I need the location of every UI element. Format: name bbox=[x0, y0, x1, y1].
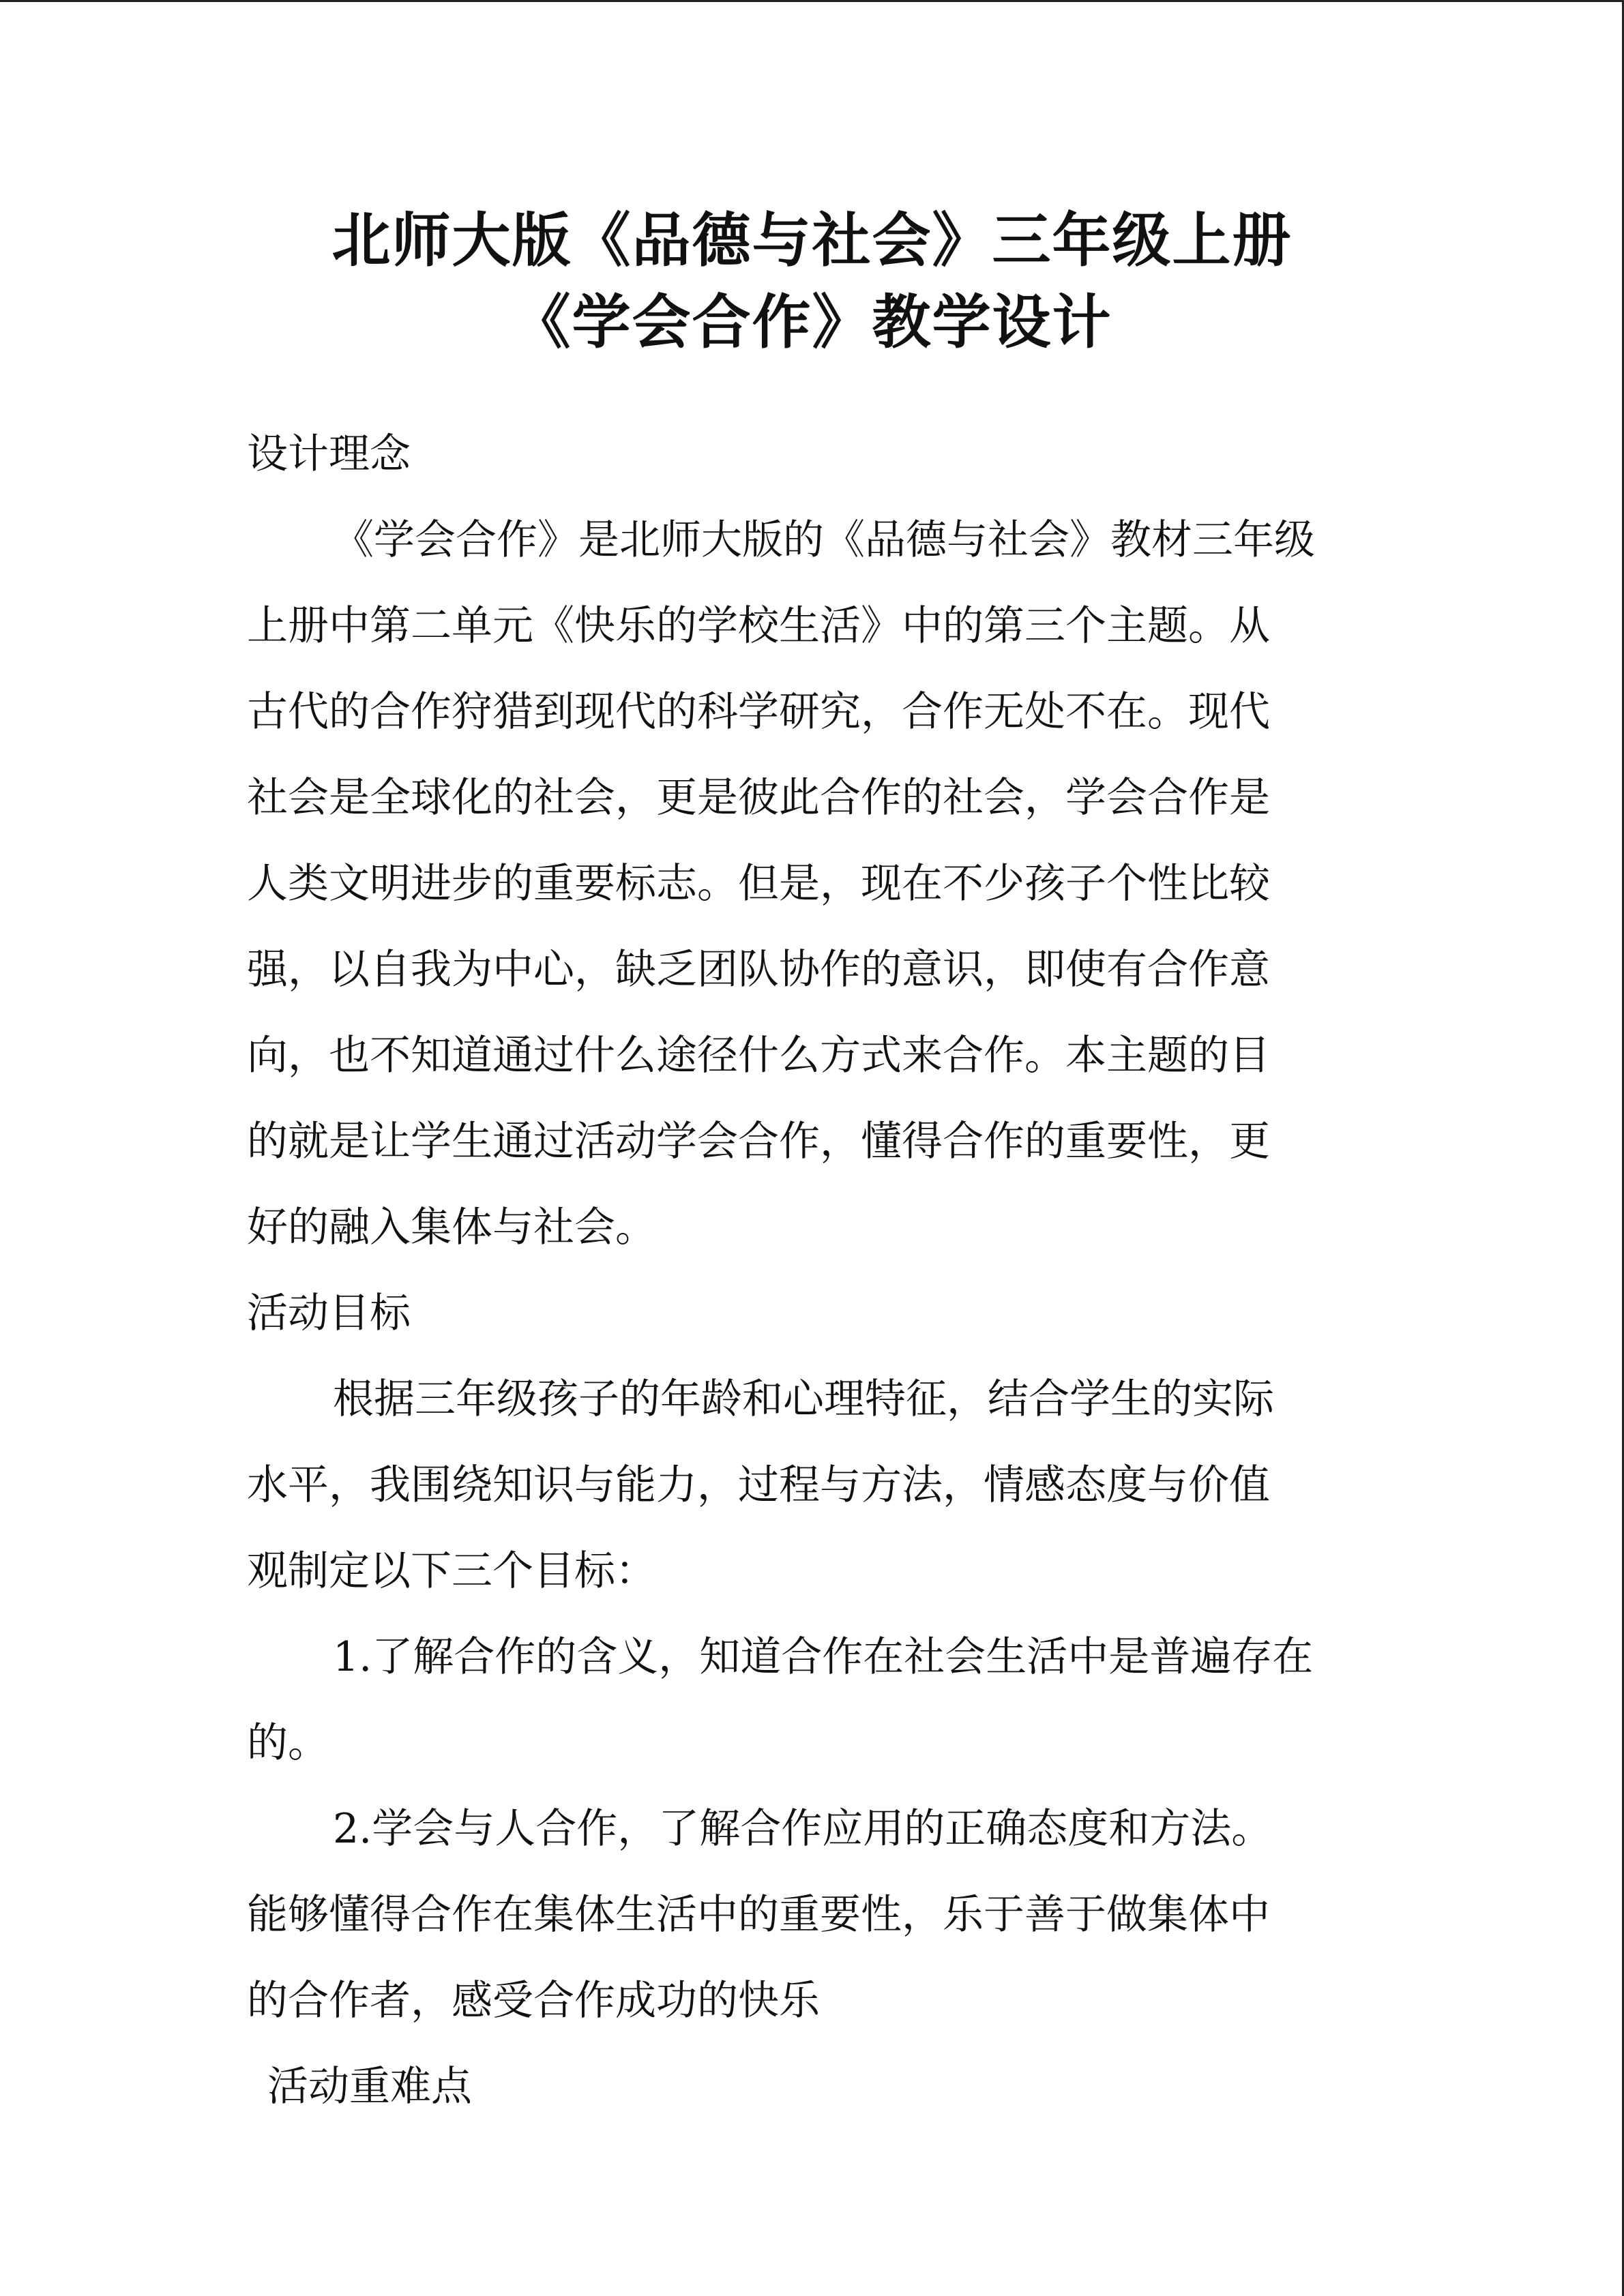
paragraph-line: 的。 bbox=[247, 1719, 329, 1767]
title-line-2: 《学会合作》教学设计 bbox=[512, 288, 1112, 357]
paragraph-line: 水平，我围绕知识与能力，过程与方法，情感态度与价值 bbox=[247, 1461, 1270, 1509]
paragraph-line: 上册中第二单元《快乐的学校生活》中的第三个主题。从 bbox=[247, 602, 1270, 650]
paragraph-line: 能够懂得合作在集体生活中的重要性，乐于善于做集体中 bbox=[247, 1891, 1270, 1939]
paragraph-line: 的就是让学生通过活动学会合作，懂得合作的重要性，更 bbox=[247, 1118, 1270, 1165]
paragraph-line: 社会是全球化的社会，更是彼此合作的社会，学会合作是 bbox=[247, 774, 1270, 822]
section-heading-key-points: 活动重难点 bbox=[267, 2063, 472, 2111]
paragraph-line: 《学会合作》是北师大版的《品德与社会》教材三年级 bbox=[333, 516, 1315, 564]
paragraph-line: 向，也不知道通过什么途径什么方式来合作。本主题的目 bbox=[247, 1032, 1270, 1079]
goal-item-2 bbox=[247, 1786, 1379, 2044]
paragraph-line: 观制定以下三个目标： bbox=[247, 1547, 656, 1595]
paragraph-activity-goals-intro bbox=[247, 1356, 1379, 1614]
paragraph-line: 人类文明进步的重要标志。但是，现在不少孩子个性比较 bbox=[247, 860, 1270, 908]
title-line-1: 北师大版《品德与社会》三年级上册 bbox=[331, 207, 1293, 275]
paragraph-design-concept bbox=[247, 497, 1379, 1270]
paragraph-line: 好的融入集体与社会。 bbox=[247, 1204, 656, 1251]
paragraph-line: 根据三年级孩子的年龄和心理特征，结合学生的实际 bbox=[333, 1375, 1274, 1423]
paragraph-line: 古代的合作狩猎到现代的科学研究，合作无处不在。现代 bbox=[247, 688, 1270, 736]
section-heading-design-concept: 设计理念 bbox=[247, 430, 411, 478]
document-body bbox=[247, 411, 1379, 2130]
paragraph-line: 1.了解合作的含义，知道合作在社会生活中是普遍存在 bbox=[333, 1633, 1314, 1681]
paragraph-line: 的合作者，感受合作成功的快乐 bbox=[247, 1977, 820, 2025]
paragraph-line: 2.学会与人合作，了解合作应用的正确态度和方法。 bbox=[333, 1805, 1273, 1853]
paragraph-line: 强，以自我为中心，缺乏团队协作的意识，即使有合作意 bbox=[247, 946, 1270, 994]
section-heading-activity-goals: 活动目标 bbox=[247, 1289, 411, 1337]
goal-item-1 bbox=[247, 1614, 1379, 1786]
document-title bbox=[0, 200, 1624, 363]
